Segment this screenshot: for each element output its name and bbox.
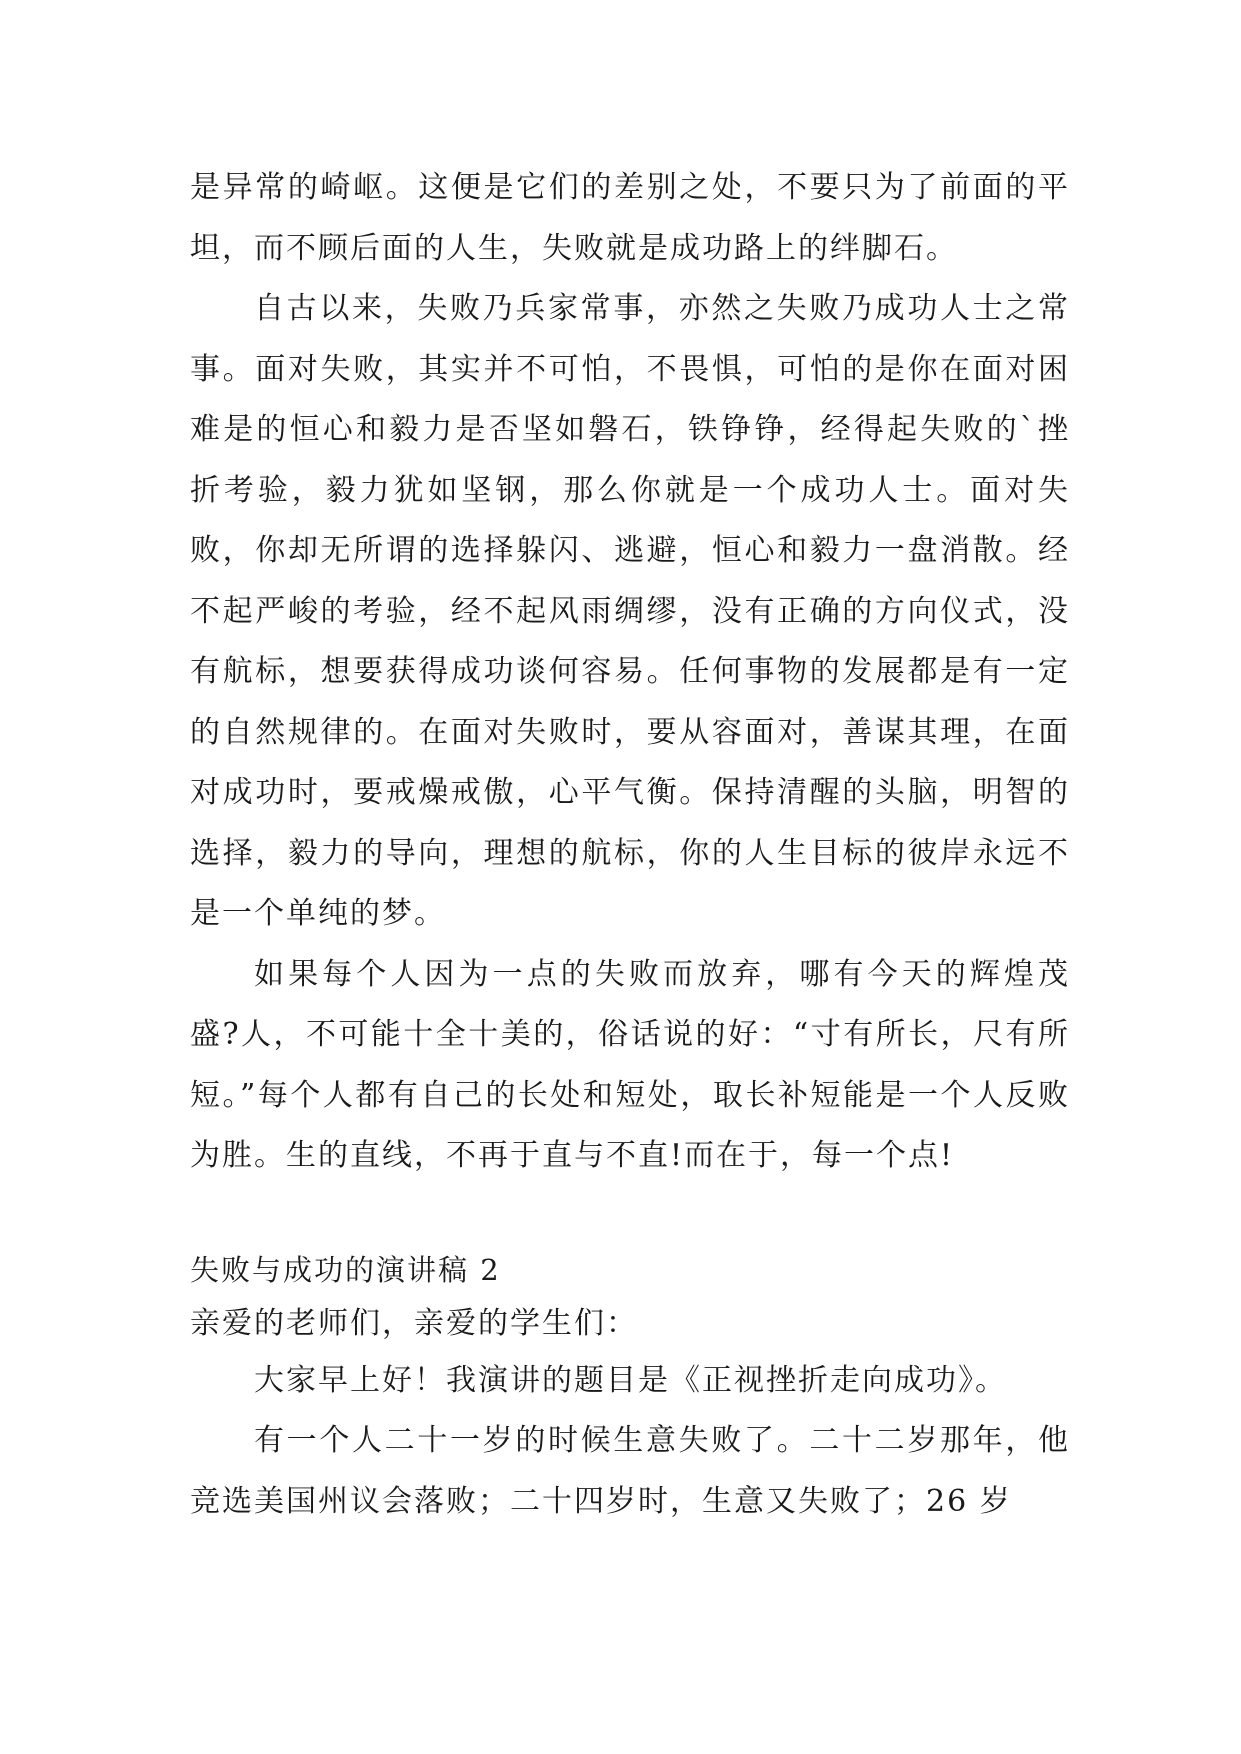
salutation: 亲爱的老师们，亲爱的学生们： (190, 1305, 638, 1341)
section-title: 失败与成功的演讲稿 2 (190, 1252, 501, 1287)
section-spacer (190, 1187, 1070, 1243)
paragraph-failure-common: 自古以来，失败乃兵家常事，亦然之失败乃成功人士之常事。面对失败，其实并不可怕，不畏惧，可怕的是你在面对困难是的恒心和毅力是否坚如磐石，铁铮铮，经得起失败的`挫折考验，毅力犹如坚钢，那么你就是一个成功人士。面对失败，你却无所谓的选择躲闪、逃避，恒心和毅力一盘消散。经不起严峻的考验，经不起风雨绸缪，没有正确的方向仪式，没有航标，想要获得成功谈何容易。任何事物的发展都是有一定的自然规律的。在面对失败时，要从容面对，善谋其理，在面对成功时，要戒燥戒傲，心平气衡。保持清醒的头脑，明智的选择，毅力的导向，理想的航标，你的人生目标的彼岸永远不是一个单纯的梦。 (190, 291, 1070, 931)
paragraph-give-up: 如果每个人因为一点的失败而放弃，哪有今天的辉煌茂盛?人，不可能十全十美的，俗话说的好：“寸有所长，尺有所短。”每个人都有自己的长处和短处，取长补短能是一个人反败为胜。生的直线，不再于直与不直!而在于，每一个点! (190, 956, 1070, 1173)
document-body (190, 158, 1070, 1532)
paragraph-continuation: 是异常的崎岖。这便是它们的差别之处，不要只为了前面的平坦，而不顾后面的人生，失败就是成功路上的绊脚石。 (190, 170, 1070, 266)
paragraph-greeting: 大家早上好！我演讲的题目是《正视挫折走向成功》。 (254, 1362, 1007, 1398)
paragraph-story: 有一个人二十一岁的时候生意失败了。二十二岁那年，他竞选美国州议会落败；二十四岁时，生意又失败了；26 岁 (190, 1423, 1070, 1519)
